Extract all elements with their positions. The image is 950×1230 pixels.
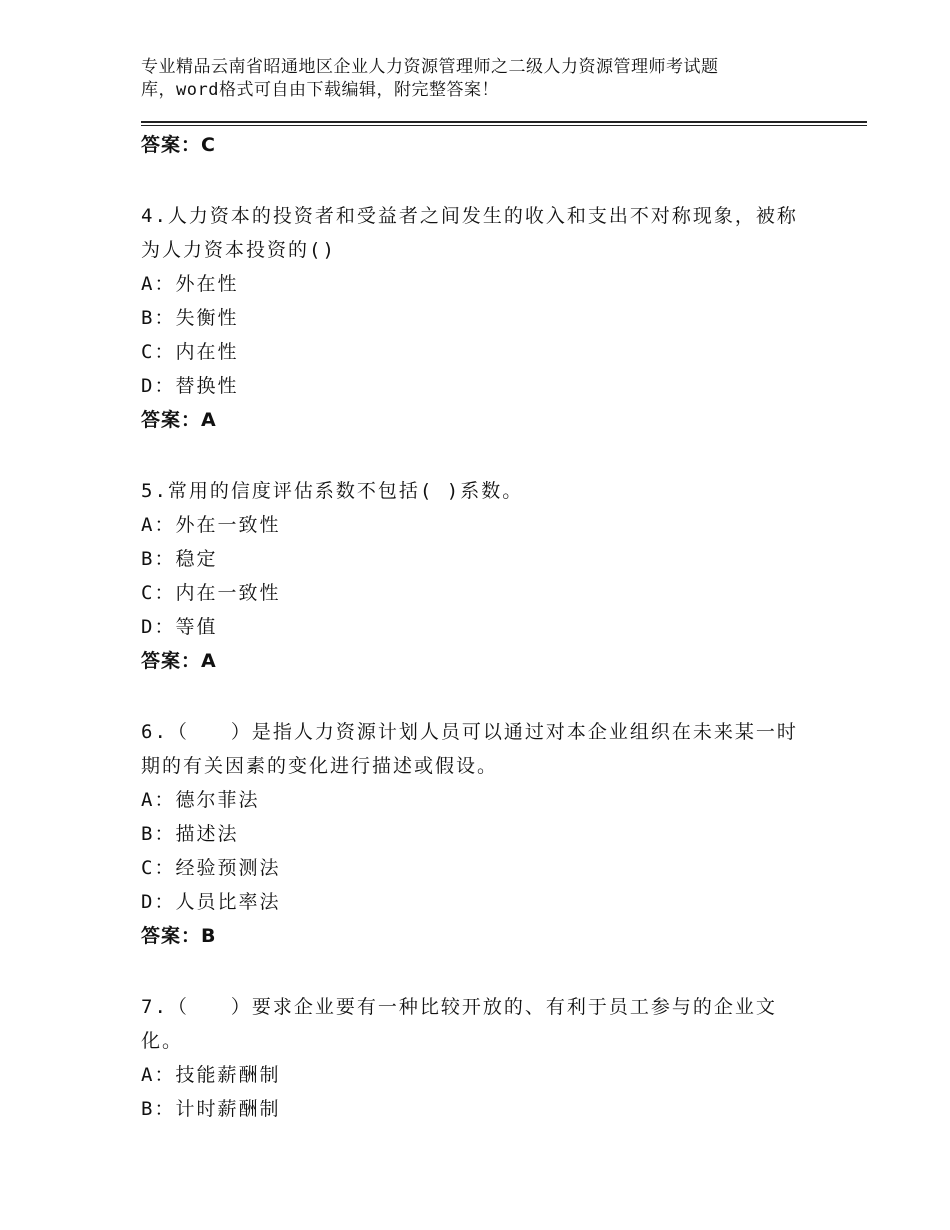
option-c: C：经验预测法 [141,857,281,879]
option-a: A：德尔菲法 [141,789,260,811]
option-c: C：内在性 [141,341,239,363]
option-d: D：等值 [141,616,218,638]
option-b: B：失衡性 [141,307,239,329]
option-d: D：人员比率法 [141,891,281,913]
spacer [141,162,811,199]
answer-label: 答案：B [141,925,217,947]
header-rule-thick [141,121,867,123]
option-b: B：稳定 [141,548,218,570]
option-d: D：替换性 [141,375,239,397]
answer-label: 答案：A [141,650,217,672]
header-line-2: 库，word格式可自由下载编辑，附完整答案！ [141,80,499,100]
question-6 [141,715,811,953]
header-line-1: 专业精品云南省昭通地区企业人力资源管理师之二级人力资源管理师考试题 [141,57,719,77]
header-rule-thin [141,125,867,126]
question-text: 5.常用的信度评估系数不包括( )系数。 [141,480,524,502]
question-text: 7.（ ）要求企业要有一种比较开放的、有利于员工参与的企业文化。 [141,996,777,1052]
question-list [141,128,811,1126]
question-4 [141,199,811,437]
option-a: A：外在性 [141,273,239,295]
question-7 [141,990,811,1126]
answer-label: 答案：C [141,134,216,156]
question-text: 6.（ ）是指人力资源计划人员可以通过对本企业组织在未来某一时期的有关因素的变化进行描述或假设。 [141,721,798,777]
answer-label: 答案：A [141,409,217,431]
option-a: A：技能薪酬制 [141,1064,281,1086]
document-header [141,56,841,102]
option-b: B：计时薪酬制 [141,1098,281,1120]
option-b: B：描述法 [141,823,239,845]
question-5 [141,474,811,678]
spacer [141,678,811,715]
question-text: 4.人力资本的投资者和受益者之间发生的收入和支出不对称现象，被称为人力资本投资的() [141,205,798,261]
spacer [141,953,811,990]
option-a: A：外在一致性 [141,514,281,536]
option-c: C：内在一致性 [141,582,281,604]
spacer [141,437,811,474]
